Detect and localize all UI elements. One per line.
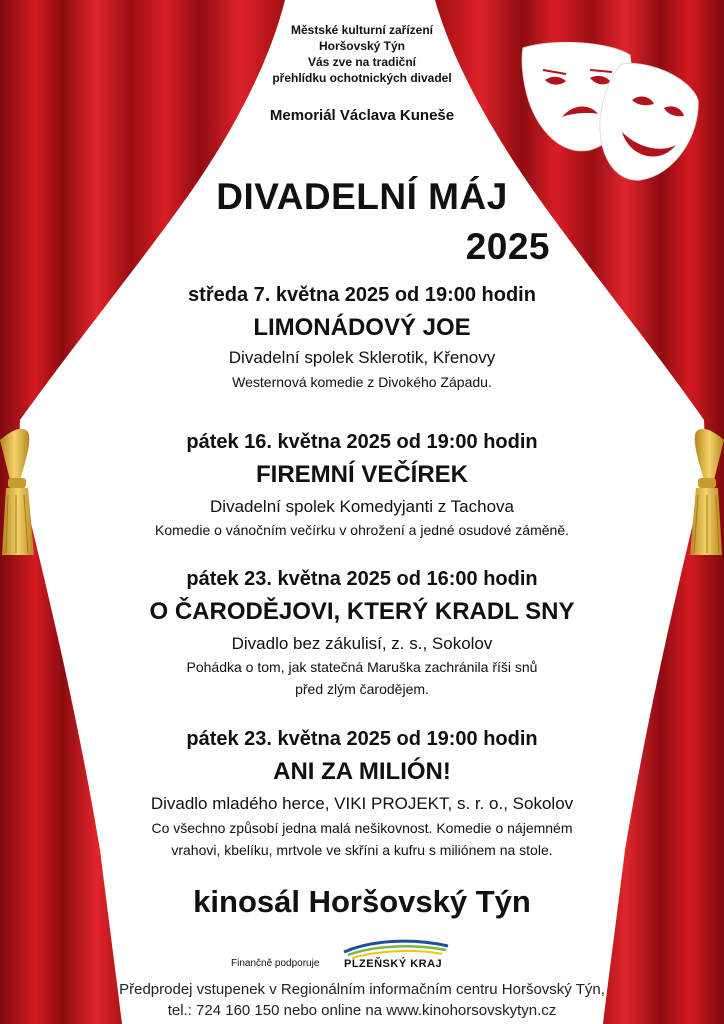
organizer-line: Městské kulturní zařízení — [290, 23, 434, 37]
logo-swoosh-icon — [342, 936, 452, 960]
event-description: Komedie o vánočním večírku v ohrožení a jedné osudové záměně. — [154, 522, 570, 538]
event-description: vrahovi, kbelíku, mrtvole ve skříni a kufru s miliónem na stole. — [171, 842, 553, 858]
event-company: Divadlo bez zákulisí, z. s., Sokolov — [231, 634, 493, 653]
event-date: pátek 16. května 2025 od 19:00 hodin — [186, 431, 538, 453]
event-play-title: FIREMNÍ VEČÍREK — [255, 461, 468, 488]
organizer-line: Vás zve na tradiční — [307, 55, 417, 69]
event-description: Co všechno způsobí jedna malá nešikovnost. Komedie o nájemném — [151, 820, 573, 836]
event-description: Westernová komedie z Divokého Západu. — [232, 374, 492, 390]
event-company: Divadlo mladého herce, VIKI PROJEKT, s. r. o., Sokolov — [150, 794, 574, 813]
event-date: pátek 23. května 2025 od 16:00 hodin — [186, 568, 538, 590]
sponsor-label: Finančně podporuje — [231, 958, 320, 969]
event-play-title: ANI ZA MILIÓN! — [273, 758, 451, 785]
presale-info: Předprodej vstupenek v Regionálním informačním centru Horšovský Týn, — [119, 981, 605, 998]
organizer-line: přehlídku ochotnických divadel — [272, 71, 452, 85]
event-date: středa 7. května 2025 od 19:00 hodin — [188, 284, 536, 306]
memorial-subtitle: Memoriál Václava Kuneše — [269, 107, 455, 124]
presale-info: tel.: 724 160 150 nebo online na www.kinohorsovskytyn.cz — [167, 1002, 557, 1019]
plzensky-kraj-logo — [342, 936, 452, 976]
event-play-title: O ČARODĚJOVI, KTERÝ KRADL SNY — [149, 598, 575, 625]
organizer-line: Horšovský Týn — [318, 39, 406, 53]
event-play-title: LIMONÁDOVÝ JOE — [253, 314, 471, 341]
festival-title: DIVADELNÍ MÁJ — [216, 176, 508, 217]
event-company: Divadelní spolek Sklerotik, Křenovy — [228, 348, 496, 367]
event-description: Pohádka o tom, jak statečná Maruška zachránila říši snů — [186, 659, 538, 675]
event-description: před zlým čarodějem. — [295, 681, 429, 697]
event-company: Divadelní spolek Komedyjanti z Tachova — [210, 497, 514, 516]
festival-year: 2025 — [465, 226, 550, 267]
venue: kinosál Horšovský Týn — [193, 884, 531, 919]
logo-text: PLZEŇSKÝ KRAJ — [344, 958, 443, 970]
event-date: pátek 23. května 2025 od 19:00 hodin — [186, 728, 538, 750]
